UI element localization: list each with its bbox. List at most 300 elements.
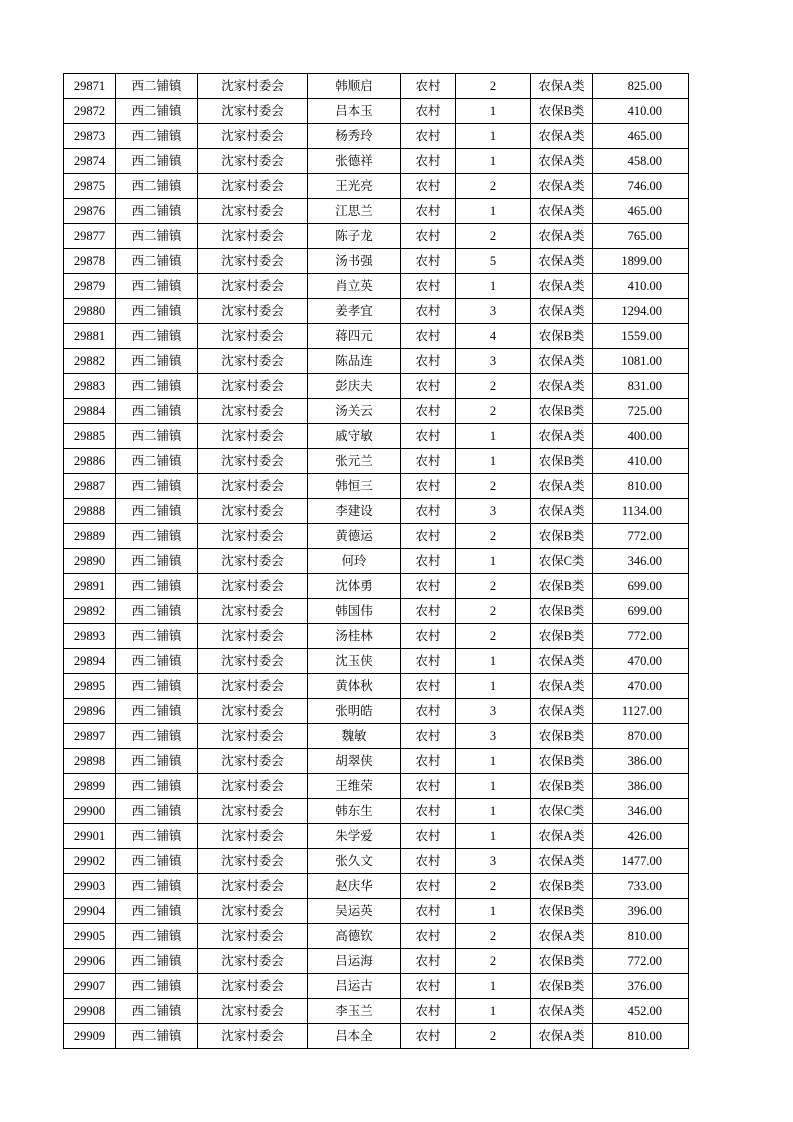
table-row xyxy=(64,124,689,149)
cell-town: 西二铺镇 xyxy=(116,1024,198,1049)
cell-amount: 386.00 xyxy=(593,749,689,774)
cell-village: 沈家村委会 xyxy=(198,299,308,324)
cell-category: 农保B类 xyxy=(531,574,593,599)
cell-village: 沈家村委会 xyxy=(198,974,308,999)
cell-village: 沈家村委会 xyxy=(198,624,308,649)
cell-village: 沈家村委会 xyxy=(198,249,308,274)
cell-category: 农保A类 xyxy=(531,274,593,299)
cell-amount: 426.00 xyxy=(593,824,689,849)
cell-name: 沈玉侠 xyxy=(308,649,401,674)
payment-table-body xyxy=(64,74,689,1049)
table-row xyxy=(64,999,689,1024)
cell-town: 西二铺镇 xyxy=(116,174,198,199)
cell-village: 沈家村委会 xyxy=(198,74,308,99)
cell-type: 农村 xyxy=(401,599,456,624)
cell-name: 王维荣 xyxy=(308,774,401,799)
cell-village: 沈家村委会 xyxy=(198,424,308,449)
cell-count: 2 xyxy=(456,624,531,649)
cell-count: 1 xyxy=(456,449,531,474)
cell-amount: 810.00 xyxy=(593,924,689,949)
cell-village: 沈家村委会 xyxy=(198,174,308,199)
cell-name: 蒋四元 xyxy=(308,324,401,349)
cell-count: 2 xyxy=(456,949,531,974)
cell-category: 农保A类 xyxy=(531,999,593,1024)
cell-village: 沈家村委会 xyxy=(198,749,308,774)
cell-village: 沈家村委会 xyxy=(198,674,308,699)
cell-type: 农村 xyxy=(401,549,456,574)
cell-category: 农保A类 xyxy=(531,849,593,874)
cell-name: 高德钦 xyxy=(308,924,401,949)
cell-id: 29903 xyxy=(64,874,116,899)
cell-name: 何玲 xyxy=(308,549,401,574)
cell-name: 吕本全 xyxy=(308,1024,401,1049)
cell-amount: 772.00 xyxy=(593,524,689,549)
cell-category: 农保A类 xyxy=(531,74,593,99)
cell-type: 农村 xyxy=(401,299,456,324)
cell-type: 农村 xyxy=(401,149,456,174)
cell-village: 沈家村委会 xyxy=(198,999,308,1024)
cell-village: 沈家村委会 xyxy=(198,824,308,849)
cell-name: 王光亮 xyxy=(308,174,401,199)
cell-village: 沈家村委会 xyxy=(198,224,308,249)
cell-amount: 699.00 xyxy=(593,574,689,599)
cell-village: 沈家村委会 xyxy=(198,774,308,799)
cell-amount: 465.00 xyxy=(593,124,689,149)
cell-town: 西二铺镇 xyxy=(116,999,198,1024)
cell-amount: 465.00 xyxy=(593,199,689,224)
cell-category: 农保C类 xyxy=(531,799,593,824)
cell-category: 农保C类 xyxy=(531,549,593,574)
cell-type: 农村 xyxy=(401,174,456,199)
cell-category: 农保B类 xyxy=(531,99,593,124)
cell-town: 西二铺镇 xyxy=(116,524,198,549)
cell-village: 沈家村委会 xyxy=(198,599,308,624)
cell-village: 沈家村委会 xyxy=(198,449,308,474)
cell-category: 农保B类 xyxy=(531,724,593,749)
cell-name: 赵庆华 xyxy=(308,874,401,899)
table-row xyxy=(64,849,689,874)
cell-town: 西二铺镇 xyxy=(116,574,198,599)
cell-category: 农保A类 xyxy=(531,149,593,174)
cell-amount: 470.00 xyxy=(593,649,689,674)
cell-name: 张德祥 xyxy=(308,149,401,174)
cell-name: 朱学爱 xyxy=(308,824,401,849)
cell-town: 西二铺镇 xyxy=(116,149,198,174)
cell-village: 沈家村委会 xyxy=(198,724,308,749)
cell-amount: 870.00 xyxy=(593,724,689,749)
cell-town: 西二铺镇 xyxy=(116,799,198,824)
table-row xyxy=(64,899,689,924)
cell-amount: 699.00 xyxy=(593,599,689,624)
cell-id: 29907 xyxy=(64,974,116,999)
cell-type: 农村 xyxy=(401,399,456,424)
cell-village: 沈家村委会 xyxy=(198,474,308,499)
cell-id: 29905 xyxy=(64,924,116,949)
cell-category: 农保A类 xyxy=(531,674,593,699)
cell-amount: 410.00 xyxy=(593,99,689,124)
cell-town: 西二铺镇 xyxy=(116,949,198,974)
cell-category: 农保A类 xyxy=(531,124,593,149)
table-row xyxy=(64,449,689,474)
cell-town: 西二铺镇 xyxy=(116,699,198,724)
cell-amount: 810.00 xyxy=(593,1024,689,1049)
cell-count: 1 xyxy=(456,549,531,574)
cell-count: 2 xyxy=(456,874,531,899)
cell-category: 农保B类 xyxy=(531,949,593,974)
cell-type: 农村 xyxy=(401,874,456,899)
cell-id: 29897 xyxy=(64,724,116,749)
cell-amount: 765.00 xyxy=(593,224,689,249)
cell-name: 肖立英 xyxy=(308,274,401,299)
cell-name: 黄体秋 xyxy=(308,674,401,699)
cell-town: 西二铺镇 xyxy=(116,274,198,299)
table-row xyxy=(64,599,689,624)
cell-count: 1 xyxy=(456,799,531,824)
cell-town: 西二铺镇 xyxy=(116,874,198,899)
cell-town: 西二铺镇 xyxy=(116,324,198,349)
cell-count: 1 xyxy=(456,649,531,674)
cell-village: 沈家村委会 xyxy=(198,274,308,299)
cell-town: 西二铺镇 xyxy=(116,924,198,949)
cell-id: 29873 xyxy=(64,124,116,149)
cell-type: 农村 xyxy=(401,224,456,249)
cell-category: 农保A类 xyxy=(531,299,593,324)
cell-count: 5 xyxy=(456,249,531,274)
table-row xyxy=(64,924,689,949)
cell-type: 农村 xyxy=(401,424,456,449)
cell-type: 农村 xyxy=(401,774,456,799)
cell-village: 沈家村委会 xyxy=(198,924,308,949)
cell-count: 2 xyxy=(456,474,531,499)
cell-village: 沈家村委会 xyxy=(198,799,308,824)
cell-town: 西二铺镇 xyxy=(116,249,198,274)
cell-type: 农村 xyxy=(401,499,456,524)
cell-count: 3 xyxy=(456,699,531,724)
cell-name: 张元兰 xyxy=(308,449,401,474)
cell-type: 农村 xyxy=(401,374,456,399)
cell-amount: 452.00 xyxy=(593,999,689,1024)
cell-count: 1 xyxy=(456,899,531,924)
cell-id: 29879 xyxy=(64,274,116,299)
cell-town: 西二铺镇 xyxy=(116,199,198,224)
cell-type: 农村 xyxy=(401,249,456,274)
cell-count: 2 xyxy=(456,574,531,599)
cell-category: 农保A类 xyxy=(531,374,593,399)
cell-type: 农村 xyxy=(401,849,456,874)
table-row xyxy=(64,74,689,99)
cell-id: 29872 xyxy=(64,99,116,124)
cell-name: 韩东生 xyxy=(308,799,401,824)
cell-name: 汤桂林 xyxy=(308,624,401,649)
table-row xyxy=(64,624,689,649)
cell-count: 2 xyxy=(456,174,531,199)
table-row xyxy=(64,424,689,449)
cell-count: 1 xyxy=(456,124,531,149)
cell-count: 3 xyxy=(456,849,531,874)
cell-town: 西二铺镇 xyxy=(116,549,198,574)
cell-town: 西二铺镇 xyxy=(116,674,198,699)
cell-amount: 410.00 xyxy=(593,449,689,474)
cell-town: 西二铺镇 xyxy=(116,624,198,649)
table-row xyxy=(64,149,689,174)
table-row xyxy=(64,1024,689,1049)
cell-town: 西二铺镇 xyxy=(116,424,198,449)
cell-id: 29881 xyxy=(64,324,116,349)
cell-name: 江思兰 xyxy=(308,199,401,224)
cell-id: 29882 xyxy=(64,349,116,374)
table-row xyxy=(64,549,689,574)
cell-count: 1 xyxy=(456,999,531,1024)
cell-amount: 746.00 xyxy=(593,174,689,199)
cell-category: 农保B类 xyxy=(531,324,593,349)
table-row xyxy=(64,224,689,249)
cell-id: 29876 xyxy=(64,199,116,224)
cell-count: 1 xyxy=(456,974,531,999)
cell-category: 农保B类 xyxy=(531,774,593,799)
table-row xyxy=(64,949,689,974)
cell-town: 西二铺镇 xyxy=(116,599,198,624)
cell-type: 农村 xyxy=(401,949,456,974)
cell-count: 3 xyxy=(456,724,531,749)
table-row xyxy=(64,274,689,299)
cell-category: 农保A类 xyxy=(531,924,593,949)
cell-count: 1 xyxy=(456,149,531,174)
cell-count: 2 xyxy=(456,74,531,99)
cell-amount: 733.00 xyxy=(593,874,689,899)
cell-id: 29899 xyxy=(64,774,116,799)
cell-type: 农村 xyxy=(401,999,456,1024)
cell-village: 沈家村委会 xyxy=(198,499,308,524)
cell-town: 西二铺镇 xyxy=(116,74,198,99)
cell-name: 汤关云 xyxy=(308,399,401,424)
table-row xyxy=(64,374,689,399)
cell-id: 29890 xyxy=(64,549,116,574)
cell-type: 农村 xyxy=(401,649,456,674)
cell-type: 农村 xyxy=(401,699,456,724)
table-row xyxy=(64,474,689,499)
cell-village: 沈家村委会 xyxy=(198,699,308,724)
cell-town: 西二铺镇 xyxy=(116,349,198,374)
cell-name: 沈体勇 xyxy=(308,574,401,599)
cell-amount: 1477.00 xyxy=(593,849,689,874)
cell-count: 2 xyxy=(456,524,531,549)
payment-table xyxy=(63,73,689,1049)
cell-amount: 1294.00 xyxy=(593,299,689,324)
cell-count: 3 xyxy=(456,499,531,524)
cell-category: 农保A类 xyxy=(531,1024,593,1049)
cell-id: 29887 xyxy=(64,474,116,499)
cell-town: 西二铺镇 xyxy=(116,374,198,399)
cell-count: 2 xyxy=(456,1024,531,1049)
cell-name: 吕本玉 xyxy=(308,99,401,124)
cell-amount: 376.00 xyxy=(593,974,689,999)
cell-village: 沈家村委会 xyxy=(198,524,308,549)
cell-type: 农村 xyxy=(401,349,456,374)
table-row xyxy=(64,249,689,274)
cell-town: 西二铺镇 xyxy=(116,974,198,999)
cell-town: 西二铺镇 xyxy=(116,299,198,324)
cell-village: 沈家村委会 xyxy=(198,349,308,374)
cell-type: 农村 xyxy=(401,474,456,499)
table-row xyxy=(64,574,689,599)
cell-town: 西二铺镇 xyxy=(116,224,198,249)
cell-name: 吴运英 xyxy=(308,899,401,924)
table-row xyxy=(64,399,689,424)
cell-town: 西二铺镇 xyxy=(116,824,198,849)
cell-name: 陈子龙 xyxy=(308,224,401,249)
cell-type: 农村 xyxy=(401,524,456,549)
cell-category: 农保A类 xyxy=(531,649,593,674)
cell-count: 4 xyxy=(456,324,531,349)
cell-id: 29880 xyxy=(64,299,116,324)
cell-category: 农保B类 xyxy=(531,874,593,899)
cell-type: 农村 xyxy=(401,324,456,349)
table-row xyxy=(64,524,689,549)
cell-count: 1 xyxy=(456,749,531,774)
cell-name: 戚守敏 xyxy=(308,424,401,449)
cell-village: 沈家村委会 xyxy=(198,899,308,924)
table-row xyxy=(64,499,689,524)
table-row xyxy=(64,699,689,724)
cell-village: 沈家村委会 xyxy=(198,1024,308,1049)
cell-id: 29902 xyxy=(64,849,116,874)
cell-type: 农村 xyxy=(401,74,456,99)
cell-name: 杨秀玲 xyxy=(308,124,401,149)
cell-village: 沈家村委会 xyxy=(198,874,308,899)
cell-name: 李玉兰 xyxy=(308,999,401,1024)
cell-amount: 1134.00 xyxy=(593,499,689,524)
cell-category: 农保A类 xyxy=(531,824,593,849)
cell-name: 彭庆夫 xyxy=(308,374,401,399)
table-row xyxy=(64,649,689,674)
cell-town: 西二铺镇 xyxy=(116,474,198,499)
cell-type: 农村 xyxy=(401,199,456,224)
cell-amount: 396.00 xyxy=(593,899,689,924)
cell-id: 29909 xyxy=(64,1024,116,1049)
cell-amount: 346.00 xyxy=(593,549,689,574)
cell-count: 3 xyxy=(456,349,531,374)
cell-village: 沈家村委会 xyxy=(198,399,308,424)
cell-category: 农保A类 xyxy=(531,699,593,724)
cell-count: 1 xyxy=(456,274,531,299)
cell-category: 农保A类 xyxy=(531,424,593,449)
cell-village: 沈家村委会 xyxy=(198,99,308,124)
cell-type: 农村 xyxy=(401,1024,456,1049)
cell-id: 29896 xyxy=(64,699,116,724)
cell-name: 黄德运 xyxy=(308,524,401,549)
cell-count: 2 xyxy=(456,224,531,249)
cell-type: 农村 xyxy=(401,899,456,924)
cell-id: 29886 xyxy=(64,449,116,474)
cell-type: 农村 xyxy=(401,124,456,149)
cell-id: 29892 xyxy=(64,599,116,624)
cell-amount: 458.00 xyxy=(593,149,689,174)
cell-count: 2 xyxy=(456,374,531,399)
cell-amount: 386.00 xyxy=(593,774,689,799)
cell-village: 沈家村委会 xyxy=(198,574,308,599)
cell-category: 农保B类 xyxy=(531,749,593,774)
cell-name: 胡翠侠 xyxy=(308,749,401,774)
cell-town: 西二铺镇 xyxy=(116,449,198,474)
cell-amount: 1081.00 xyxy=(593,349,689,374)
cell-name: 魏敏 xyxy=(308,724,401,749)
cell-count: 2 xyxy=(456,599,531,624)
table-row xyxy=(64,724,689,749)
table-row xyxy=(64,174,689,199)
cell-amount: 1899.00 xyxy=(593,249,689,274)
cell-category: 农保A类 xyxy=(531,474,593,499)
cell-amount: 1559.00 xyxy=(593,324,689,349)
cell-amount: 772.00 xyxy=(593,949,689,974)
cell-type: 农村 xyxy=(401,974,456,999)
cell-type: 农村 xyxy=(401,924,456,949)
table-row xyxy=(64,749,689,774)
cell-village: 沈家村委会 xyxy=(198,849,308,874)
cell-name: 吕运海 xyxy=(308,949,401,974)
table-row xyxy=(64,974,689,999)
cell-name: 张久文 xyxy=(308,849,401,874)
cell-amount: 831.00 xyxy=(593,374,689,399)
cell-id: 29874 xyxy=(64,149,116,174)
cell-count: 2 xyxy=(456,924,531,949)
cell-category: 农保A类 xyxy=(531,224,593,249)
cell-id: 29906 xyxy=(64,949,116,974)
cell-village: 沈家村委会 xyxy=(198,149,308,174)
cell-town: 西二铺镇 xyxy=(116,124,198,149)
cell-town: 西二铺镇 xyxy=(116,724,198,749)
table-row xyxy=(64,824,689,849)
table-row xyxy=(64,99,689,124)
cell-id: 29875 xyxy=(64,174,116,199)
cell-category: 农保B类 xyxy=(531,524,593,549)
cell-id: 29898 xyxy=(64,749,116,774)
cell-amount: 400.00 xyxy=(593,424,689,449)
table-row xyxy=(64,674,689,699)
cell-amount: 825.00 xyxy=(593,74,689,99)
cell-amount: 810.00 xyxy=(593,474,689,499)
cell-town: 西二铺镇 xyxy=(116,499,198,524)
cell-id: 29901 xyxy=(64,824,116,849)
cell-type: 农村 xyxy=(401,799,456,824)
cell-id: 29884 xyxy=(64,399,116,424)
cell-id: 29885 xyxy=(64,424,116,449)
cell-name: 韩国伟 xyxy=(308,599,401,624)
cell-type: 农村 xyxy=(401,624,456,649)
cell-village: 沈家村委会 xyxy=(198,124,308,149)
cell-town: 西二铺镇 xyxy=(116,649,198,674)
cell-count: 1 xyxy=(456,824,531,849)
cell-amount: 725.00 xyxy=(593,399,689,424)
cell-name: 张明皓 xyxy=(308,699,401,724)
cell-village: 沈家村委会 xyxy=(198,199,308,224)
cell-name: 韩恒三 xyxy=(308,474,401,499)
cell-type: 农村 xyxy=(401,674,456,699)
cell-id: 29908 xyxy=(64,999,116,1024)
cell-id: 29871 xyxy=(64,74,116,99)
cell-category: 农保A类 xyxy=(531,199,593,224)
cell-id: 29878 xyxy=(64,249,116,274)
table-row xyxy=(64,349,689,374)
cell-category: 农保B类 xyxy=(531,399,593,424)
cell-amount: 470.00 xyxy=(593,674,689,699)
cell-count: 1 xyxy=(456,199,531,224)
cell-type: 农村 xyxy=(401,449,456,474)
cell-count: 1 xyxy=(456,774,531,799)
cell-town: 西二铺镇 xyxy=(116,99,198,124)
cell-village: 沈家村委会 xyxy=(198,324,308,349)
cell-id: 29900 xyxy=(64,799,116,824)
cell-category: 农保A类 xyxy=(531,499,593,524)
